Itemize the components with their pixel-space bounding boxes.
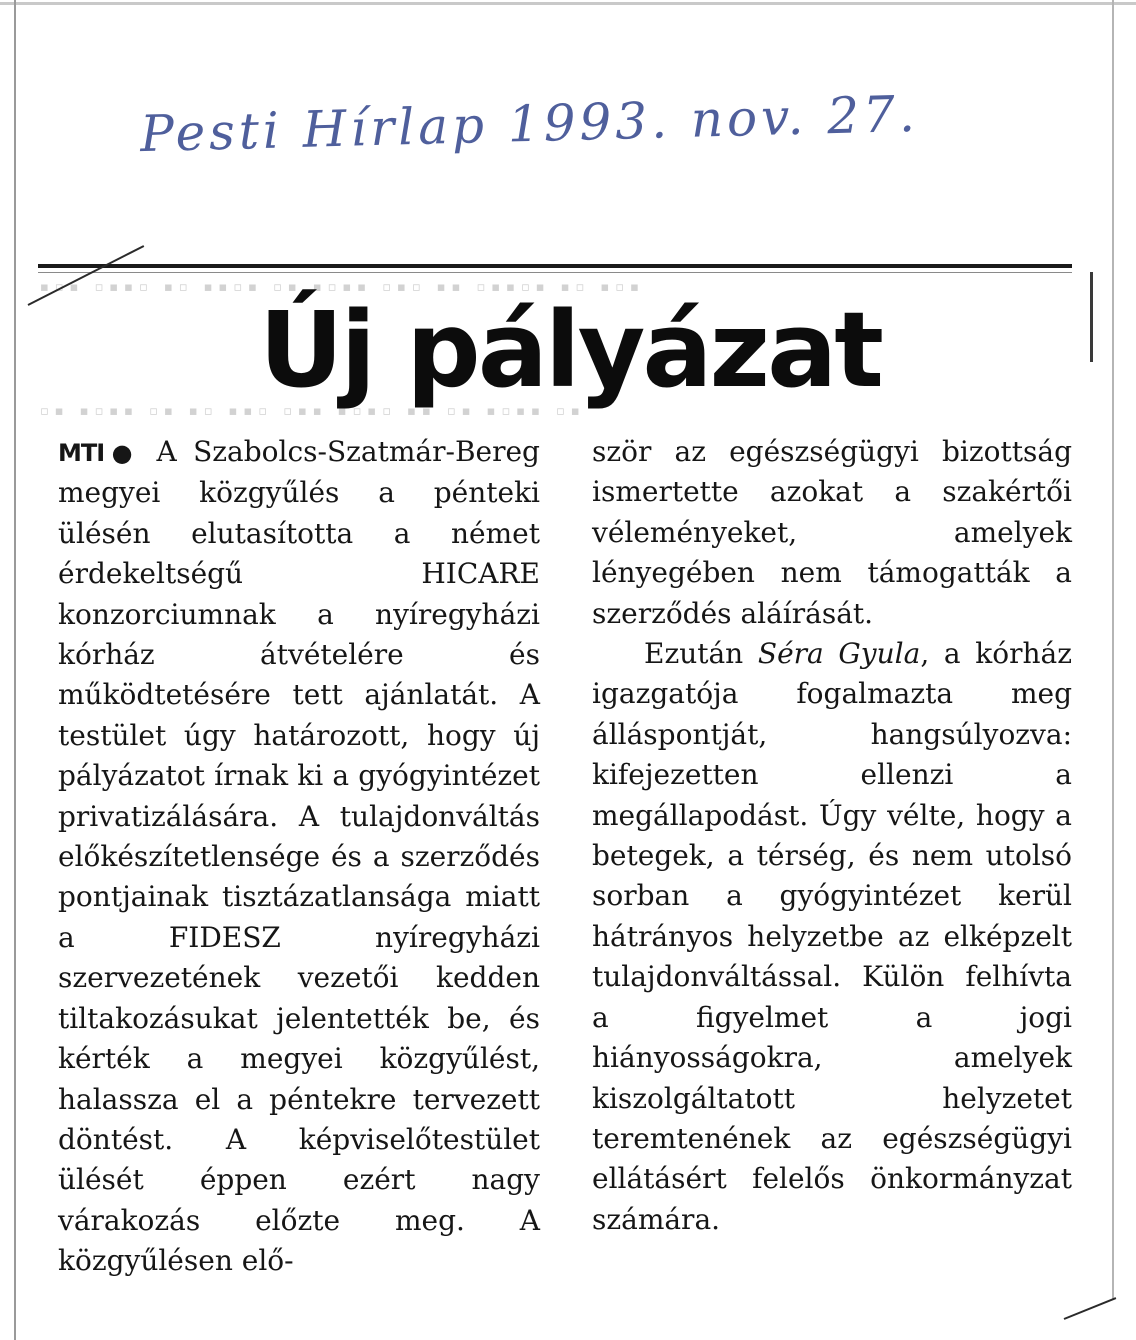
- news-agency-byline: MTI: [58, 439, 105, 467]
- bleed-through-ghost-text-2: ▫︎▪︎ ▪︎▫︎▪︎▪︎ ▫︎▪︎ ▪︎▫︎ ▪︎▪︎▫︎ ▫︎▪︎▪︎ ▪︎▫︎▪︎▫︎ ▪︎▪︎ ▫︎▪︎ ▪︎▫︎▪︎▪︎ ▫︎▪︎: [40, 404, 586, 419]
- header-rule: [38, 264, 1072, 268]
- article-text-left: A Szabolcs-Szatmár-Bereg megyei közgyűlés a pénteki ülésén elutasította a német érdekeltségű HICARE konzorciumnak a nyíregyházi kórház átvételére és működtetésére tett ajánlatát. A testület úgy határozott, hogy új pályázatot írnak ki a gyógyintézet privatizálására. A tulajdonváltás előkészítetlensége és a szerződés pontjainak tisztázatlansága miatt a FIDESZ nyíregyházi szervezetének vezetői kedden tiltakozásukat jelentették be, és kérték a megyei közgyűlést, halassza el a péntekre tervezett döntést. A képviselőtestület ülését éppen ezért nagy várakozás előzte meg. A közgyűlésen elő-: [58, 435, 540, 1278]
- bleed-through-ghost-text: ▪︎▫︎▪︎ ▫︎▪︎▪︎▫︎ ▪︎▫︎ ▪︎▪︎▫︎▪︎ ▫︎▪︎ ▪︎▫︎▪︎▪︎ ▫︎▪︎▫︎ ▪︎▪︎ ▫︎▪︎▪︎▫︎▪︎ ▪︎▫︎ ▪︎▫︎▪︎: [40, 280, 645, 295]
- paragraph-opening-word: Ezután: [644, 637, 744, 671]
- article-paragraph-continuation: ször az egészségügyi bizottság ismertette azokat a szakértői véleményeket, amelyek lényegében nem támogatták a szerződés aláírását.: [592, 435, 1072, 630]
- scan-edge-left: [14, 0, 16, 1340]
- article-column-right: [592, 432, 1072, 1240]
- header-rule-thin: [38, 272, 1072, 273]
- article-lead-paragraph: [58, 432, 540, 1282]
- scissor-cut-mark-bottom-right: [1064, 1297, 1117, 1320]
- article-column-left: [58, 432, 540, 1282]
- byline-bullet: ●: [104, 439, 141, 467]
- article-paragraph-director: [592, 634, 1072, 1240]
- article-headline: Új pályázat: [259, 289, 881, 411]
- clipping-edge-tick: [1090, 272, 1093, 362]
- person-name: Séra Gyula: [757, 637, 921, 671]
- handwritten-source-note: Pesti Hírlap 1993. nov. 27.: [139, 84, 920, 164]
- scan-edge-right: [1112, 0, 1114, 1300]
- article-text-right: , a kórház igazgatója fogalmazta meg álláspontját, hangsúlyozva: kifejezetten ellenzi a megállapodást. Úgy vélte, hogy a betegek, a térség, és nem utolsó sorban a gyógyintézet kerül hátrányos helyzetbe az elképzelt tulajdonváltással. Külön felhívta a figyelmet a jogi hiányosságokra, amelyek kiszolgáltatott helyzetet teremtenének az egészségügyi ellátásért felelős önkormányzat számára.: [592, 637, 1072, 1236]
- scan-edge-top: [0, 2, 1136, 5]
